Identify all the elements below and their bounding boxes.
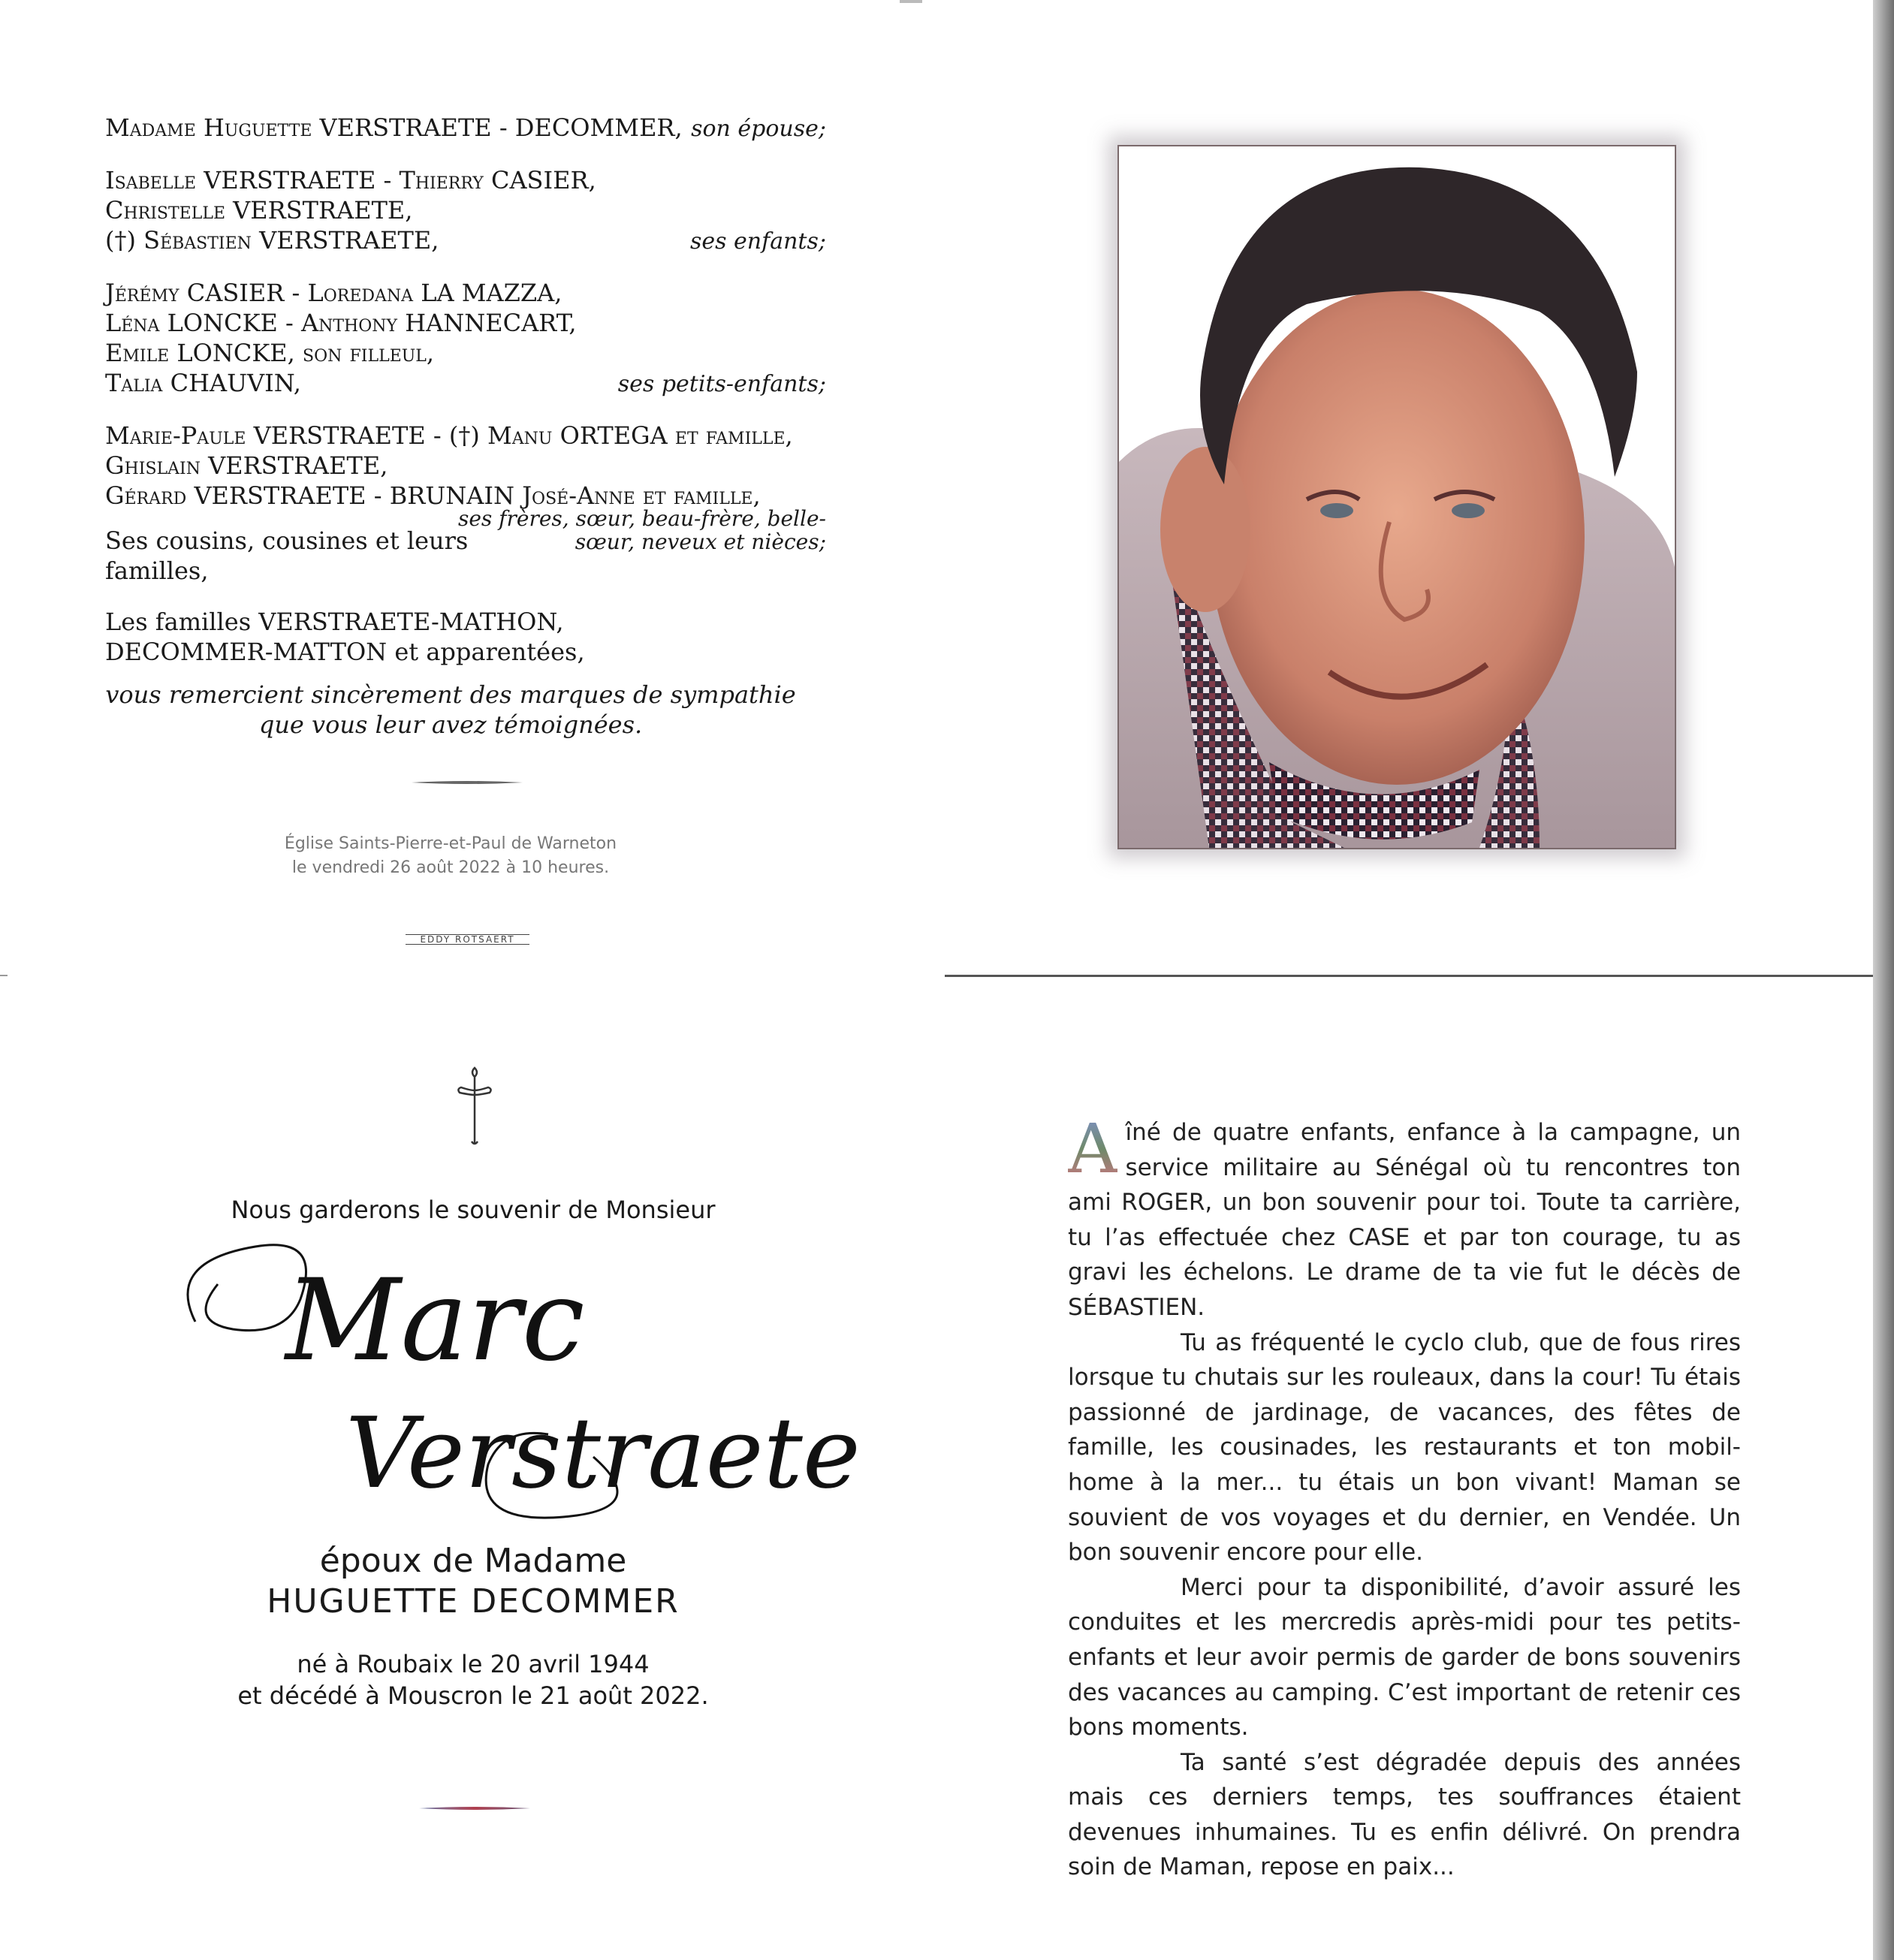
birth-line: né à Roubaix le 20 avril 1944 <box>297 1650 650 1678</box>
spouse-line: époux de Madame <box>319 1542 627 1580</box>
group-children <box>105 225 826 257</box>
family-name: (†) Sébastien VERSTRAETE, <box>105 226 439 255</box>
spouse-name: HUGUETTE DECOMMER <box>267 1582 680 1621</box>
family-name: DECOMMER-MATTON et apparentées, <box>105 638 585 666</box>
group-grandchildren <box>105 368 826 400</box>
drop-cap: A <box>1068 1108 1118 1189</box>
deceased-name <box>173 1239 861 1524</box>
family-name: Jérémy CASIER - Loredana LA MAZZA, <box>105 279 562 307</box>
bio-text: îné de quatre enfants, enfance à la campagne, un service militaire au Sénégal où tu rencontres ton ami ROGER, un bon souvenir pour toi. Toute ta carrière, tu l’as effectuée chez CASE et par ton courage, tu as gravi les échelons. Le drame de ta vie fut le décès de SÉBASTIEN. <box>1068 1119 1741 1321</box>
ornament-divider <box>412 779 523 786</box>
family-role: ses enfants; <box>689 228 826 255</box>
family-name: Gérard VERSTRAETE - BRUNAIN José-Anne et famille, <box>105 481 761 510</box>
family-name: Léna LONCKE - Anthony HANNECART, <box>105 309 577 337</box>
family-name: Marie-Paule VERSTRAETE - (†) Manu ORTEGA et famille, <box>105 421 793 450</box>
group-cousins <box>105 526 826 586</box>
first-name: Marc <box>285 1256 585 1386</box>
thanks-text <box>105 680 796 740</box>
date-line: le vendredi 26 août 2022 à 10 heures. <box>291 858 610 877</box>
family-name: Les familles VERSTRAETE-MATHON, <box>105 608 564 636</box>
family-name: Ghislain VERSTRAETE, <box>105 451 388 480</box>
last-name: Verstraete <box>345 1396 861 1510</box>
ceremony-info <box>105 832 796 880</box>
printer-mark: EDDY ROTSAERT <box>406 934 529 945</box>
fold-tick <box>0 975 8 976</box>
family-name: Isabelle VERSTRAETE - Thierry CASIER, <box>105 166 596 194</box>
bio-paragraph <box>1068 1108 1741 1325</box>
church-line: Église Saints-Pierre-et-Paul de Warneton <box>284 834 617 853</box>
family-name: Talia CHAUVIN, <box>105 369 301 397</box>
memorial-intro: Nous garderons le souvenir de Monsieur <box>231 1196 716 1224</box>
scan-edge <box>1873 0 1894 1960</box>
group-spouse <box>105 113 826 144</box>
spouse-info <box>150 1541 796 1622</box>
fold-line <box>945 975 1873 977</box>
family-role: ses petits-enfants; <box>617 371 826 397</box>
family-name: Madame Huguette VERSTRAETE - DECOMMER, <box>105 113 683 142</box>
family-role: son épouse; <box>691 116 826 142</box>
bio-paragraph: Merci pour ta disponibilité, d’avoir assuré les conduites et les mercredis après-midi pour tes petits-enfants et leur avoir permis de garder de bons souvenirs des vacances au camping. C’est important de retenir ces bons moments. <box>1068 1573 1741 1741</box>
portrait-photo <box>1117 145 1676 849</box>
family-role: ses frères, sœur, beau-frère, belle- <box>457 506 826 531</box>
scan-mark <box>900 0 922 3</box>
death-line: et décédé à Mouscron le 21 août 2022. <box>237 1681 709 1710</box>
bio-paragraph: Ta santé s’est dégradée depuis des années mais ces derniers temps, tes souffrances étaient devenues inhumaines. Tu es enfin délivré. On prendra soin de Maman, repose en paix... <box>1068 1748 1741 1881</box>
biography-text <box>1068 1108 1741 1885</box>
cross-icon <box>457 1066 493 1145</box>
bio-paragraph: Tu as fréquenté le cyclo club, que de fous rires lorsque tu chutais sur les rouleaux, dans la cour! Tu étais passionné de jardinage, de vacances, des fêtes de famille, les cousinades, les restaurants et ton mobil-home à la mer... tu étais un bon vivant! Maman se souvient de vos voyages et du dernier, en Vendée. Un bon souvenir encore pour elle. <box>1068 1328 1741 1566</box>
life-dates <box>150 1648 796 1711</box>
family-name: Christelle VERSTRAETE, <box>105 196 413 225</box>
family-name: Ses cousins, cousines et leurs familles, <box>105 526 469 585</box>
family-role: sœur, neveux et nièces; <box>575 529 826 554</box>
thanks-line: vous remercient sincèrement des marques de sympathie <box>105 680 796 709</box>
family-name: Emile LONCKE, son filleul, <box>105 339 435 367</box>
family-list <box>105 113 826 667</box>
portrait-illustration <box>1119 146 1675 848</box>
thanks-line: que vous leur avez témoignées. <box>258 710 643 739</box>
ornament-divider <box>419 1805 530 1811</box>
